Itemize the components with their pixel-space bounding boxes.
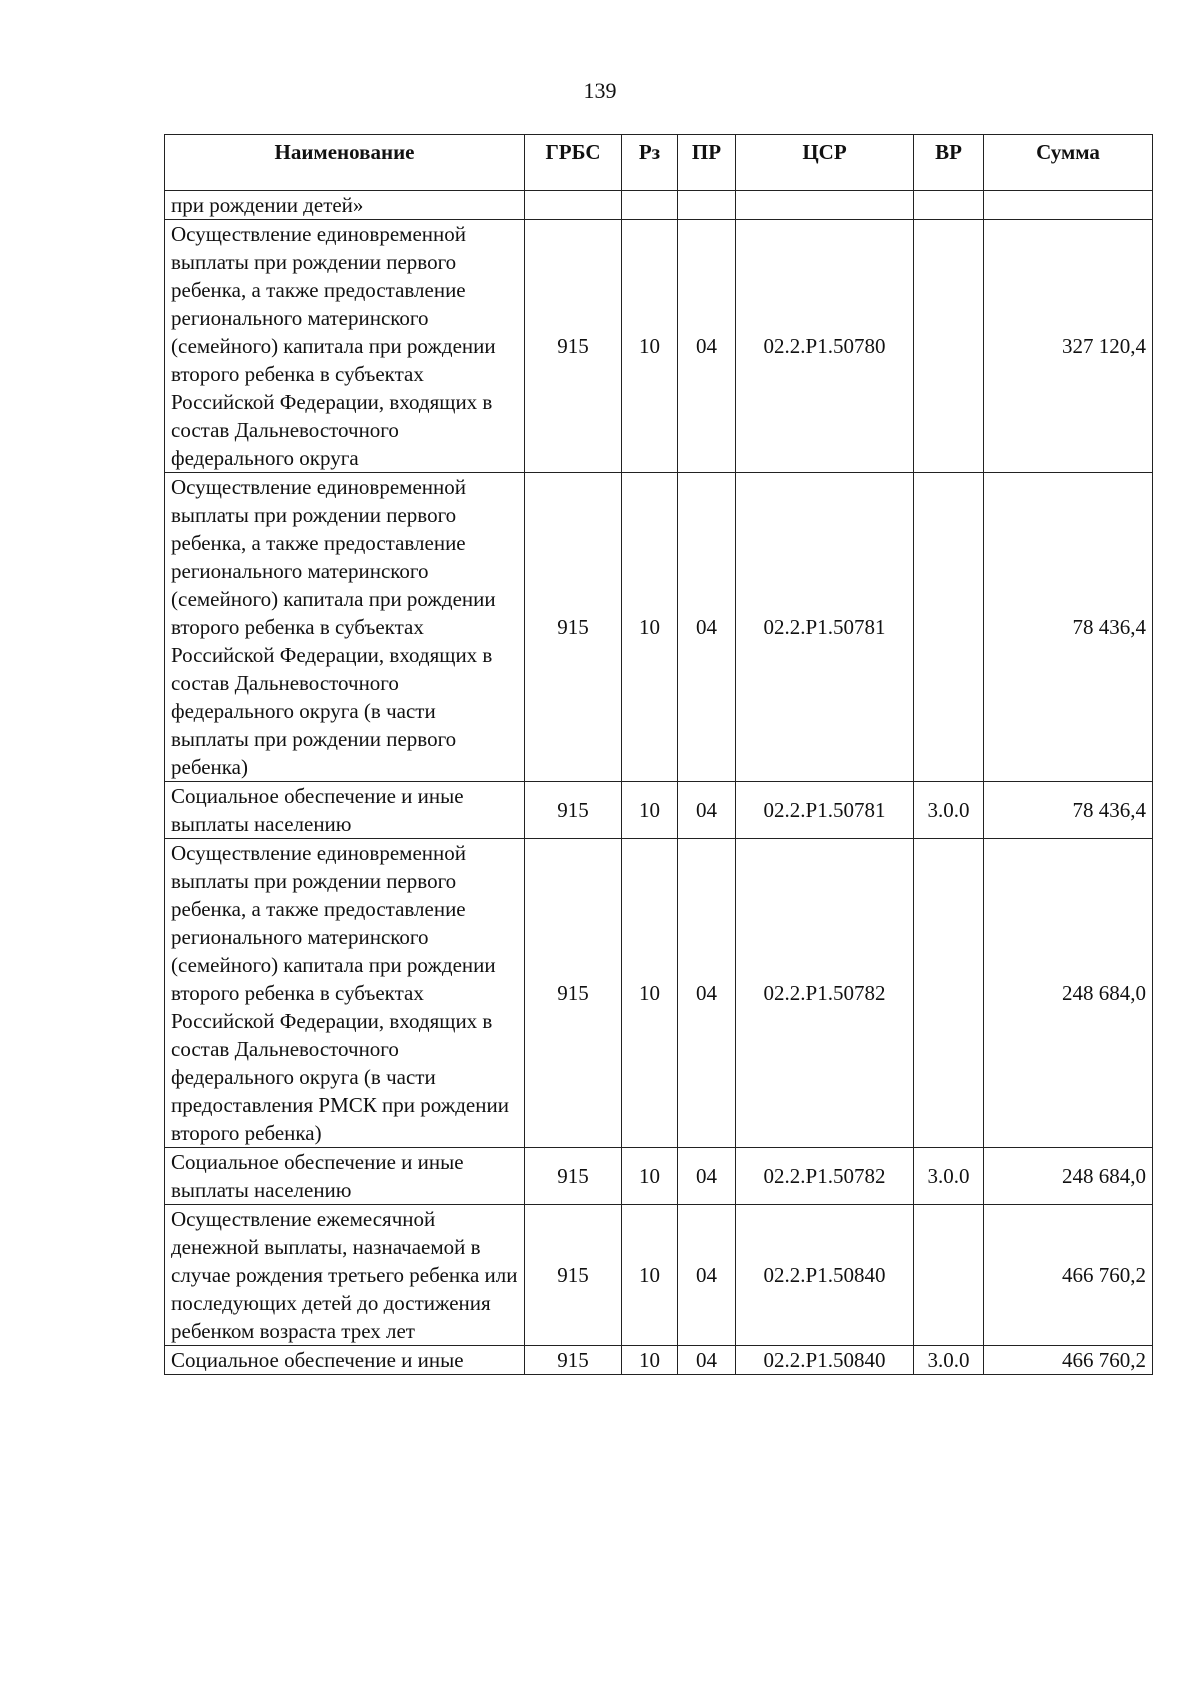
table-row xyxy=(165,191,1153,220)
cell-pr: 04 xyxy=(678,220,736,473)
table-row xyxy=(165,839,1153,1148)
cell-csr: 02.2.P1.50840 xyxy=(736,1346,914,1375)
cell-pr: 04 xyxy=(678,1148,736,1205)
header-grbs: ГРБС xyxy=(525,135,622,191)
cell-csr xyxy=(736,191,914,220)
table-row xyxy=(165,473,1153,782)
cell-sum xyxy=(984,191,1153,220)
cell-rz: 10 xyxy=(622,1205,678,1346)
cell-csr: 02.2.P1.50780 xyxy=(736,220,914,473)
cell-grbs xyxy=(525,191,622,220)
cell-csr: 02.2.P1.50781 xyxy=(736,473,914,782)
cell-vr: 3.0.0 xyxy=(914,1148,984,1205)
cell-name: Осуществление ежемесячной денежной выплаты, назначаемой в случае рождения третьего ребенка или последующих детей до достижения ребенком возраста трех лет xyxy=(165,1205,525,1346)
cell-vr xyxy=(914,473,984,782)
cell-name: Социальное обеспечение и иные выплаты населению xyxy=(165,1148,525,1205)
cell-rz: 10 xyxy=(622,839,678,1148)
cell-sum: 248 684,0 xyxy=(984,1148,1153,1205)
cell-pr: 04 xyxy=(678,1205,736,1346)
table-row xyxy=(165,782,1153,839)
budget-table xyxy=(164,134,1153,1375)
cell-name: Осуществление единовременной выплаты при рождении первого ребенка, а также предоставление регионального материнского (семейного) капитала при рождении второго ребенка в субъектах Российской Федерации, входящих в состав Дальневосточного федерального округа xyxy=(165,220,525,473)
cell-grbs: 915 xyxy=(525,782,622,839)
cell-sum: 327 120,4 xyxy=(984,220,1153,473)
table-row xyxy=(165,1346,1153,1375)
table-row xyxy=(165,1148,1153,1205)
cell-sum: 466 760,2 xyxy=(984,1205,1153,1346)
cell-name: при рождении детей» xyxy=(165,191,525,220)
cell-sum: 248 684,0 xyxy=(984,839,1153,1148)
header-vr: ВР xyxy=(914,135,984,191)
cell-sum: 78 436,4 xyxy=(984,782,1153,839)
page-number: 139 xyxy=(583,78,617,103)
cell-sum: 78 436,4 xyxy=(984,473,1153,782)
cell-rz: 10 xyxy=(622,1148,678,1205)
table-header-row xyxy=(165,135,1153,191)
cell-grbs: 915 xyxy=(525,1205,622,1346)
header-sum: Сумма xyxy=(984,135,1153,191)
cell-rz: 10 xyxy=(622,220,678,473)
cell-rz xyxy=(622,191,678,220)
cell-csr: 02.2.P1.50781 xyxy=(736,782,914,839)
header-name: Наименование xyxy=(165,135,525,191)
cell-pr xyxy=(678,191,736,220)
cell-grbs: 915 xyxy=(525,1148,622,1205)
cell-pr: 04 xyxy=(678,782,736,839)
cell-sum: 466 760,2 xyxy=(984,1346,1153,1375)
header-pr: ПР xyxy=(678,135,736,191)
cell-grbs: 915 xyxy=(525,1346,622,1375)
cell-name: Осуществление единовременной выплаты при рождении первого ребенка, а также предоставление регионального материнского (семейного) капитала при рождении второго ребенка в субъектах Российской Федерации, входящих в состав Дальневосточного федерального округа (в части предоставления РМСК при рождении второго ребенка) xyxy=(165,839,525,1148)
table-row xyxy=(165,220,1153,473)
cell-pr: 04 xyxy=(678,839,736,1148)
cell-name: Социальное обеспечение и иные xyxy=(165,1346,525,1375)
cell-rz: 10 xyxy=(622,782,678,839)
cell-csr: 02.2.P1.50782 xyxy=(736,1148,914,1205)
cell-rz: 10 xyxy=(622,1346,678,1375)
cell-grbs: 915 xyxy=(525,220,622,473)
cell-pr: 04 xyxy=(678,1346,736,1375)
table-row xyxy=(165,1205,1153,1346)
cell-vr xyxy=(914,1205,984,1346)
header-rz: Рз xyxy=(622,135,678,191)
cell-name: Осуществление единовременной выплаты при рождении первого ребенка, а также предоставление регионального материнского (семейного) капитала при рождении второго ребенка в субъектах Российской Федерации, входящих в состав Дальневосточного федерального округа (в части выплаты при рождении первого ребенка) xyxy=(165,473,525,782)
cell-vr: 3.0.0 xyxy=(914,782,984,839)
cell-grbs: 915 xyxy=(525,473,622,782)
cell-grbs: 915 xyxy=(525,839,622,1148)
header-csr: ЦСР xyxy=(736,135,914,191)
cell-vr xyxy=(914,191,984,220)
cell-vr: 3.0.0 xyxy=(914,1346,984,1375)
cell-rz: 10 xyxy=(622,473,678,782)
cell-vr xyxy=(914,220,984,473)
cell-name: Социальное обеспечение и иные выплаты населению xyxy=(165,782,525,839)
cell-vr xyxy=(914,839,984,1148)
cell-csr: 02.2.P1.50840 xyxy=(736,1205,914,1346)
cell-pr: 04 xyxy=(678,473,736,782)
cell-csr: 02.2.P1.50782 xyxy=(736,839,914,1148)
